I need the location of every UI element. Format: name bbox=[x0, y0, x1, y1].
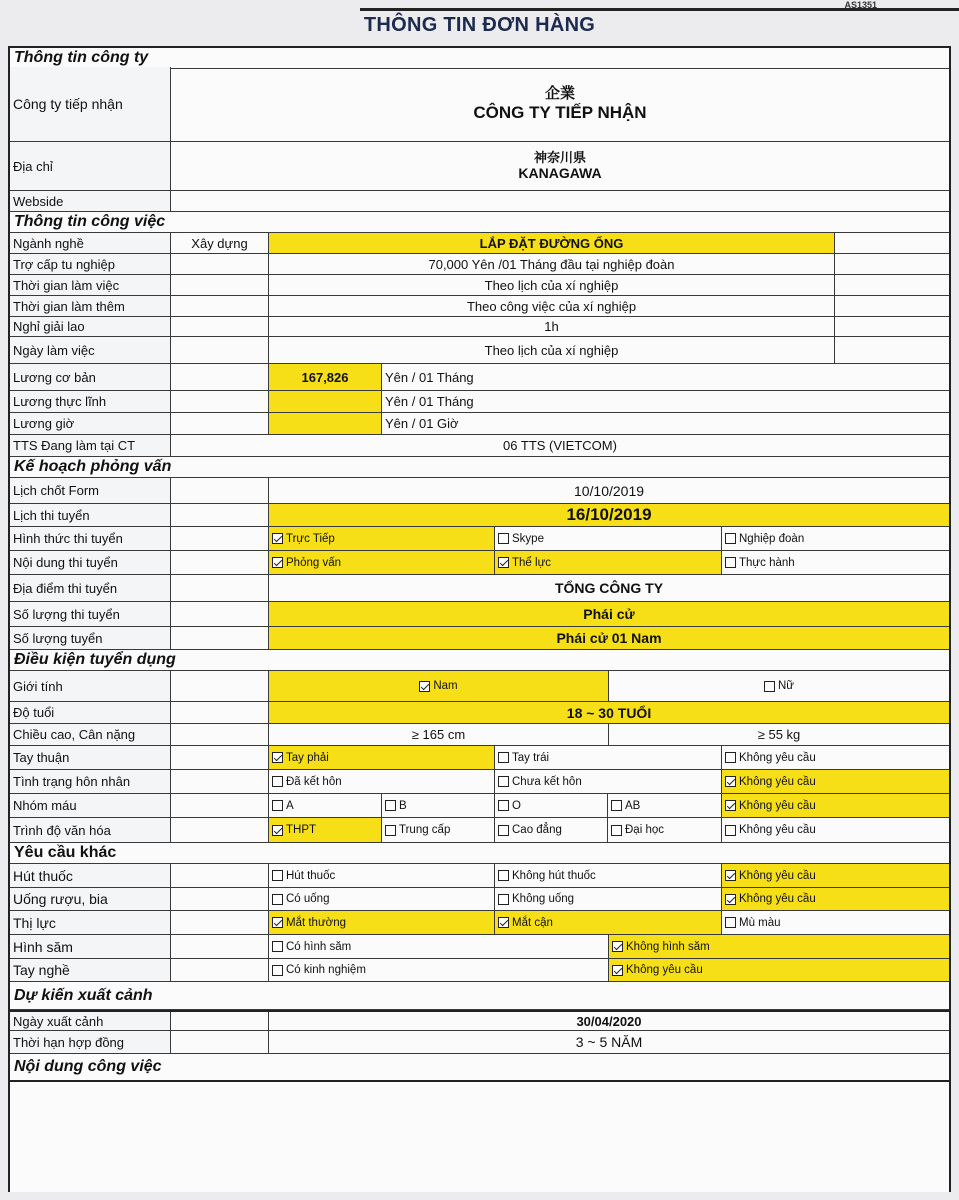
overtime-extra bbox=[835, 296, 949, 316]
label-education: Trình độ văn hóa bbox=[10, 818, 171, 842]
format-direct-label: Trực Tiếp bbox=[286, 532, 335, 545]
checkbox-icon[interactable] bbox=[498, 800, 509, 811]
blood-blank bbox=[171, 794, 269, 817]
vision-colorblind-label: Mù màu bbox=[739, 916, 781, 929]
hires-blank bbox=[171, 627, 269, 649]
row-gender bbox=[10, 671, 949, 702]
marital-option-any[interactable] bbox=[722, 770, 949, 793]
age-blank bbox=[171, 702, 269, 723]
label-exam-location: Địa điểm thi tuyển bbox=[10, 575, 171, 601]
label-base-salary: Lương cơ bản bbox=[10, 364, 171, 390]
checkbox-checked-icon[interactable] bbox=[272, 825, 283, 836]
job-content-box[interactable] bbox=[10, 1082, 949, 1192]
row-hires bbox=[10, 627, 949, 650]
label-overtime: Thời gian làm thêm bbox=[10, 296, 171, 316]
tattoo-yes-label: Có hình săm bbox=[286, 940, 352, 953]
base-salary-value: 167,826 bbox=[269, 364, 382, 390]
work-time-blank bbox=[171, 275, 269, 295]
drinking-option-no[interactable] bbox=[495, 888, 722, 910]
edu-university-label: Đại học bbox=[625, 824, 664, 836]
hand-any-label: Không yêu cầu bbox=[739, 751, 816, 764]
marital-any-label: Không yêu cầu bbox=[739, 775, 816, 788]
checkbox-icon[interactable] bbox=[498, 870, 509, 881]
row-tattoo bbox=[10, 935, 949, 959]
checkbox-icon[interactable] bbox=[272, 776, 283, 787]
form-code: AS1351 bbox=[844, 0, 877, 10]
checkbox-checked-icon[interactable] bbox=[612, 941, 623, 952]
skill-option-any[interactable] bbox=[609, 959, 949, 981]
label-departure-date: Ngày xuất cảnh bbox=[10, 1012, 171, 1030]
drinking-blank bbox=[171, 888, 269, 910]
workdays-value: Theo lịch của xí nghiệp bbox=[269, 337, 835, 363]
label-exam-format: Hình thức thi tuyển bbox=[10, 527, 171, 550]
hand-blank bbox=[171, 746, 269, 769]
work-time-extra bbox=[835, 275, 949, 295]
row-marital bbox=[10, 770, 949, 794]
section-conditions: Điều kiện tuyển dụng bbox=[10, 650, 949, 671]
allowance-blank bbox=[171, 254, 269, 274]
section-departure: Dự kiến xuất cảnh bbox=[10, 982, 949, 1010]
format-option-union[interactable] bbox=[722, 527, 949, 550]
row-departure-date bbox=[10, 1010, 949, 1031]
exam-date-blank bbox=[171, 504, 269, 526]
gender-blank bbox=[171, 671, 269, 701]
edu-option-college[interactable] bbox=[495, 818, 608, 842]
label-candidates: Số lượng thi tuyển bbox=[10, 602, 171, 626]
page-title: THÔNG TIN ĐƠN HÀNG bbox=[363, 14, 596, 36]
skill-any-label: Không yêu cầu bbox=[626, 964, 703, 976]
content-option-physical[interactable] bbox=[495, 551, 722, 574]
industry-value: LẮP ĐẶT ĐƯỜNG ỐNG bbox=[269, 233, 835, 253]
label-form-deadline: Lịch chốt Form bbox=[10, 478, 171, 503]
marital-blank bbox=[171, 770, 269, 793]
format-option-direct[interactable] bbox=[269, 527, 495, 550]
content-option-interview[interactable] bbox=[269, 551, 495, 574]
checkbox-checked-icon[interactable] bbox=[725, 870, 736, 881]
company-name-jp: 企業 bbox=[544, 84, 575, 102]
blood-option-o[interactable] bbox=[495, 794, 608, 817]
label-hand: Tay thuận bbox=[10, 746, 171, 769]
label-smoking: Hút thuốc bbox=[10, 864, 171, 887]
drinking-option-any[interactable] bbox=[722, 888, 949, 910]
label-net-salary: Lương thực lĩnh bbox=[10, 391, 171, 412]
trainees-value: 06 TTS (VIETCOM) bbox=[503, 438, 617, 453]
blood-option-a[interactable] bbox=[269, 794, 382, 817]
checkbox-icon[interactable] bbox=[498, 776, 509, 787]
checkbox-icon[interactable] bbox=[385, 825, 396, 836]
net-salary-value[interactable] bbox=[269, 391, 382, 412]
edu-option-highschool[interactable] bbox=[269, 818, 382, 842]
label-exam-content: Nội dung thi tuyển bbox=[10, 551, 171, 574]
label-gender: Giới tính bbox=[10, 671, 171, 701]
company-name-vi: CÔNG TY TIẾP NHẬN bbox=[473, 102, 647, 122]
hourly-unit: Yên / 01 Giờ bbox=[385, 416, 459, 431]
row-education bbox=[10, 818, 949, 843]
row-contract bbox=[10, 1031, 949, 1054]
gender-option-female[interactable] bbox=[609, 671, 949, 701]
departure-date-blank bbox=[171, 1012, 269, 1030]
tattoo-option-no[interactable] bbox=[609, 935, 949, 958]
break-extra bbox=[835, 317, 949, 336]
blood-a-label: A bbox=[286, 799, 294, 812]
label-exam-date: Lịch thi tuyển bbox=[10, 504, 171, 526]
row-allowance bbox=[10, 254, 949, 275]
checkbox-icon[interactable] bbox=[498, 825, 509, 836]
gender-male-label: Nam bbox=[433, 680, 458, 692]
vision-option-normal[interactable] bbox=[269, 911, 495, 934]
hand-option-left[interactable] bbox=[495, 746, 722, 769]
drinking-no-label: Không uống bbox=[512, 893, 575, 905]
checkbox-icon[interactable] bbox=[272, 894, 283, 905]
edu-highschool-label: THPT bbox=[286, 824, 317, 836]
checkbox-icon[interactable] bbox=[725, 752, 736, 763]
blood-option-any[interactable] bbox=[722, 794, 949, 817]
label-tattoo: Hình săm bbox=[10, 935, 171, 958]
candidates-blank bbox=[171, 602, 269, 626]
hand-option-any[interactable] bbox=[722, 746, 949, 769]
smoking-blank bbox=[171, 864, 269, 887]
label-company-name: Công ty tiếp nhận bbox=[10, 67, 171, 141]
label-trainees: TTS Đang làm tại CT bbox=[10, 435, 171, 456]
row-hand bbox=[10, 746, 949, 770]
label-industry: Ngành nghề bbox=[10, 233, 171, 253]
hires-value: Phái cử 01 Nam bbox=[269, 627, 949, 649]
row-age bbox=[10, 702, 949, 724]
gender-female-label: Nữ bbox=[777, 680, 794, 692]
vision-blank bbox=[171, 911, 269, 934]
base-salary-unit: Yên / 01 Tháng bbox=[385, 369, 474, 385]
checkbox-icon[interactable] bbox=[498, 752, 509, 763]
row-exam-location bbox=[10, 575, 949, 602]
checkbox-icon[interactable] bbox=[611, 800, 622, 811]
row-base-salary bbox=[10, 364, 949, 391]
industry-category: Xây dựng bbox=[171, 233, 269, 253]
format-option-skype[interactable] bbox=[495, 527, 722, 550]
checkbox-checked-icon[interactable] bbox=[725, 800, 736, 811]
checkbox-icon[interactable] bbox=[385, 800, 396, 811]
break-blank bbox=[171, 317, 269, 336]
label-height-weight: Chiều cao, Cân nặng bbox=[10, 724, 171, 745]
row-candidates bbox=[10, 602, 949, 627]
drinking-option-yes[interactable] bbox=[269, 888, 495, 910]
vision-normal-label: Mắt thường bbox=[286, 916, 346, 929]
checkbox-icon[interactable] bbox=[764, 681, 775, 692]
net-salary-unit: Yên / 01 Tháng bbox=[385, 394, 474, 409]
blood-option-ab[interactable] bbox=[608, 794, 722, 817]
height-weight-blank bbox=[171, 724, 269, 745]
candidates-value: Phái cử bbox=[269, 602, 949, 626]
checkbox-checked-icon[interactable] bbox=[612, 965, 623, 976]
row-trainees bbox=[10, 435, 949, 457]
blood-any-label: Không yêu cầu bbox=[739, 799, 816, 812]
label-workdays: Ngày làm việc bbox=[10, 337, 171, 363]
tattoo-blank bbox=[171, 935, 269, 958]
content-option-practice[interactable] bbox=[722, 551, 949, 574]
checkbox-icon[interactable] bbox=[272, 941, 283, 952]
overtime-blank bbox=[171, 296, 269, 316]
checkbox-icon[interactable] bbox=[725, 825, 736, 836]
checkbox-icon[interactable] bbox=[272, 965, 283, 976]
smoking-option-yes[interactable] bbox=[269, 864, 495, 887]
row-skill bbox=[10, 959, 949, 982]
drinking-yes-label: Có uống bbox=[286, 893, 330, 905]
vision-myopia-label: Mắt cận bbox=[512, 916, 553, 929]
section-interview: Kế hoạch phỏng vấn bbox=[10, 457, 949, 478]
label-age: Độ tuổi bbox=[10, 702, 171, 723]
gender-option-male[interactable] bbox=[269, 671, 609, 701]
form-deadline-blank bbox=[171, 478, 269, 503]
label-drinking: Uống rượu, bia bbox=[10, 888, 171, 910]
label-address: Địa chỉ bbox=[10, 142, 171, 190]
section-job: Thông tin công việc bbox=[10, 212, 949, 233]
checkbox-checked-icon[interactable] bbox=[725, 894, 736, 905]
checkbox-icon[interactable] bbox=[725, 917, 736, 928]
exam-content-blank bbox=[171, 551, 269, 574]
hourly-blank bbox=[171, 413, 269, 434]
exam-location-value: TỔNG CÔNG TY bbox=[554, 580, 664, 596]
label-blood: Nhóm máu bbox=[10, 794, 171, 817]
edu-intermediate-label: Trung cấp bbox=[399, 824, 451, 836]
smoking-no-label: Không hút thuốc bbox=[512, 869, 596, 882]
checkbox-checked-icon[interactable] bbox=[498, 917, 509, 928]
address-jp: 神奈川県 bbox=[533, 149, 586, 165]
marital-married-label: Đã kết hôn bbox=[286, 775, 342, 788]
label-vision: Thị lực bbox=[10, 911, 171, 934]
exam-date-value: 16/10/2019 bbox=[269, 504, 949, 526]
tattoo-option-yes[interactable] bbox=[269, 935, 609, 958]
row-smoking bbox=[10, 864, 949, 888]
label-break: Nghỉ giải lao bbox=[10, 317, 171, 336]
content-interview-label: Phỏng vấn bbox=[286, 556, 341, 569]
contract-value: 3 ~ 5 NĂM bbox=[575, 1034, 643, 1050]
break-value: 1h bbox=[269, 317, 835, 336]
hand-option-right[interactable] bbox=[269, 746, 495, 769]
checkbox-checked-icon[interactable] bbox=[419, 681, 430, 692]
drinking-any-label: Không yêu cầu bbox=[739, 893, 816, 905]
label-website: Webside bbox=[10, 191, 171, 211]
workdays-extra bbox=[835, 337, 949, 363]
company-name-value bbox=[171, 67, 949, 141]
overtime-value: Theo công việc của xí nghiệp bbox=[269, 296, 835, 316]
row-blood bbox=[10, 794, 949, 818]
weight-value: ≥ 55 kg bbox=[757, 727, 801, 742]
exam-format-blank bbox=[171, 527, 269, 550]
label-skill: Tay nghề bbox=[10, 959, 171, 981]
checkbox-checked-icon[interactable] bbox=[725, 776, 736, 787]
skill-experienced-label: Có kinh nghiệm bbox=[286, 964, 366, 976]
row-vision bbox=[10, 911, 949, 935]
departure-date-value: 30/04/2020 bbox=[576, 1013, 642, 1029]
vision-option-colorblind[interactable] bbox=[722, 911, 949, 934]
vision-option-myopia[interactable] bbox=[495, 911, 722, 934]
row-overtime bbox=[10, 296, 949, 317]
smoking-option-any[interactable] bbox=[722, 864, 949, 887]
label-hourly: Lương giờ bbox=[10, 413, 171, 434]
label-marital: Tình trạng hôn nhân bbox=[10, 770, 171, 793]
order-sheet bbox=[8, 46, 951, 1192]
row-height-weight bbox=[10, 724, 949, 746]
net-salary-blank bbox=[171, 391, 269, 412]
smoking-option-no[interactable] bbox=[495, 864, 722, 887]
row-website bbox=[10, 191, 949, 212]
row-exam-format bbox=[10, 527, 949, 551]
work-time-value: Theo lịch của xí nghiệp bbox=[269, 275, 835, 295]
checkbox-checked-icon[interactable] bbox=[272, 557, 283, 568]
label-allowance: Trợ cấp tu nghiệp bbox=[10, 254, 171, 274]
hand-right-label: Tay phải bbox=[286, 751, 329, 764]
tattoo-no-label: Không hình săm bbox=[626, 940, 710, 953]
format-union-label: Nghiệp đoàn bbox=[739, 532, 805, 545]
industry-extra bbox=[835, 233, 949, 253]
edu-college-label: Cao đẳng bbox=[512, 824, 562, 836]
exam-location-blank bbox=[171, 575, 269, 601]
row-industry bbox=[10, 233, 949, 254]
blood-o-label: O bbox=[512, 799, 521, 812]
marital-option-single[interactable] bbox=[495, 770, 722, 793]
blood-b-label: B bbox=[399, 799, 407, 812]
row-address bbox=[10, 142, 949, 191]
section-company: Thông tin công ty bbox=[10, 46, 949, 69]
checkbox-icon[interactable] bbox=[725, 557, 736, 568]
skill-blank bbox=[171, 959, 269, 981]
checkbox-checked-icon[interactable] bbox=[272, 533, 283, 544]
checkbox-icon[interactable] bbox=[611, 825, 622, 836]
education-blank bbox=[171, 818, 269, 842]
allowance-value: 70,000 Yên /01 Tháng đầu tại nghiệp đoàn bbox=[269, 254, 835, 274]
row-exam-date bbox=[10, 504, 949, 527]
website-value[interactable] bbox=[171, 191, 949, 211]
content-physical-label: Thể lực bbox=[512, 556, 552, 569]
checkbox-icon[interactable] bbox=[272, 870, 283, 881]
height-value: ≥ 165 cm bbox=[269, 724, 609, 745]
allowance-extra bbox=[835, 254, 949, 274]
checkbox-icon[interactable] bbox=[725, 533, 736, 544]
checkbox-checked-icon[interactable] bbox=[272, 752, 283, 763]
contract-blank bbox=[171, 1031, 269, 1053]
address-value bbox=[171, 142, 949, 190]
edu-option-any[interactable] bbox=[722, 818, 949, 842]
row-break bbox=[10, 317, 949, 337]
form-deadline-value: 10/10/2019 bbox=[573, 482, 645, 499]
edu-any-label: Không yêu cầu bbox=[739, 824, 816, 836]
smoking-any-label: Không yêu cầu bbox=[739, 869, 816, 882]
row-hourly bbox=[10, 413, 949, 435]
label-contract: Thời hạn hợp đồng bbox=[10, 1031, 171, 1053]
blood-ab-label: AB bbox=[625, 799, 641, 812]
row-company-name bbox=[10, 67, 949, 142]
section-job-content: Nội dung công việc bbox=[10, 1054, 949, 1082]
content-practice-label: Thực hành bbox=[739, 556, 795, 569]
checkbox-checked-icon[interactable] bbox=[272, 917, 283, 928]
label-hires: Số lượng tuyển bbox=[10, 627, 171, 649]
label-work-time: Thời gian làm việc bbox=[10, 275, 171, 295]
row-workdays bbox=[10, 337, 949, 364]
blood-option-b[interactable] bbox=[382, 794, 495, 817]
marital-single-label: Chưa kết hôn bbox=[512, 775, 582, 788]
edu-option-university[interactable] bbox=[608, 818, 722, 842]
row-exam-content bbox=[10, 551, 949, 575]
marital-option-married[interactable] bbox=[269, 770, 495, 793]
row-form-deadline bbox=[10, 478, 949, 504]
skill-option-experienced[interactable] bbox=[269, 959, 609, 981]
checkbox-icon[interactable] bbox=[498, 894, 509, 905]
base-salary-blank bbox=[171, 364, 269, 390]
row-drinking bbox=[10, 888, 949, 911]
workdays-blank bbox=[171, 337, 269, 363]
edu-option-intermediate[interactable] bbox=[382, 818, 495, 842]
hand-left-label: Tay trái bbox=[512, 751, 550, 764]
checkbox-checked-icon[interactable] bbox=[498, 557, 509, 568]
format-skype-label: Skype bbox=[512, 532, 544, 545]
address-en: KANAGAWA bbox=[518, 165, 602, 182]
smoking-yes-label: Hút thuốc bbox=[286, 869, 336, 882]
checkbox-icon[interactable] bbox=[498, 533, 509, 544]
row-net-salary bbox=[10, 391, 949, 413]
checkbox-icon[interactable] bbox=[272, 800, 283, 811]
age-value: 18 ~ 30 TUỔI bbox=[269, 702, 949, 723]
row-work-time bbox=[10, 275, 949, 296]
section-other: Yêu cầu khác bbox=[10, 843, 949, 864]
hourly-value[interactable] bbox=[269, 413, 382, 434]
